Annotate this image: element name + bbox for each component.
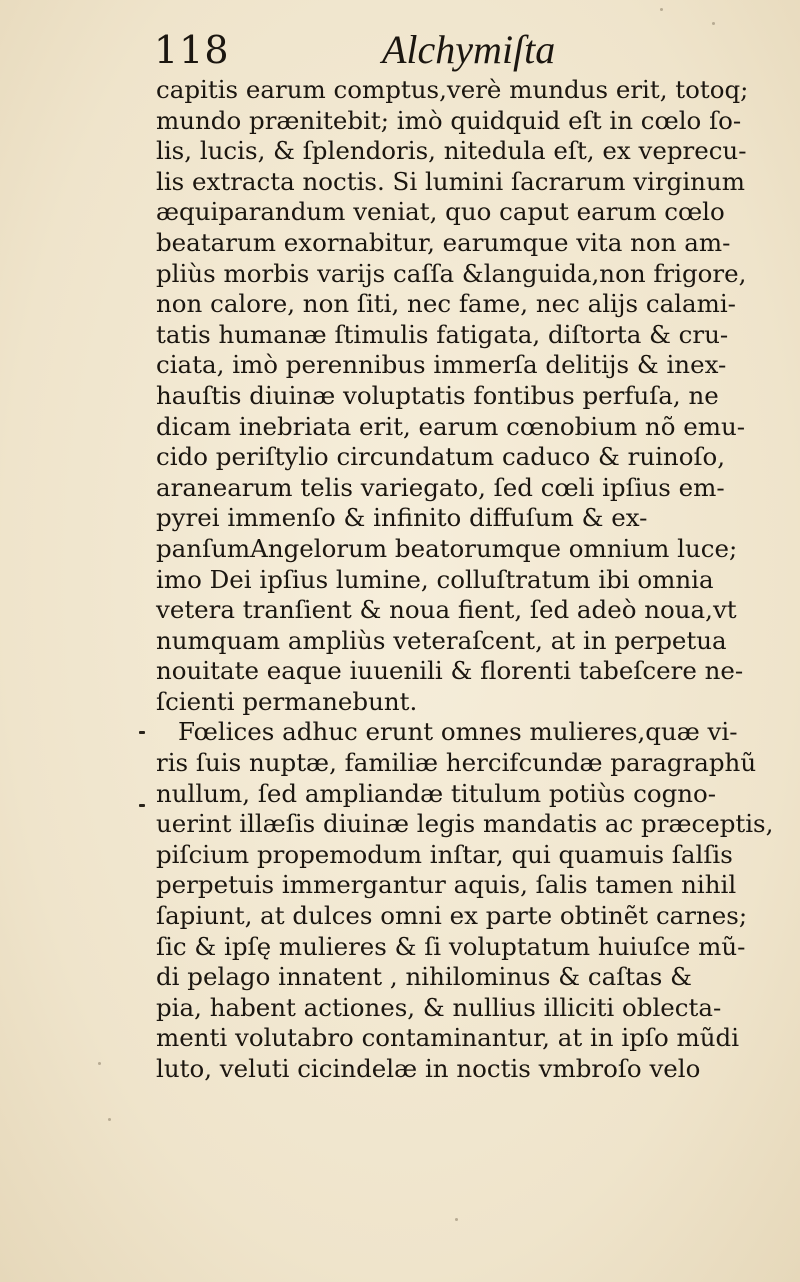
text-line: cido periſtylio circundatum caduco & ruinoſo, [156,442,726,472]
text-line: uerint illæſis diuinæ legis mandatis ac præceptis, [156,809,774,839]
body-text [156,75,792,1085]
text-line: nullum, ſed ampliandæ titulum potiùs cogno- [156,778,717,808]
page-header [154,22,674,78]
text-line: mundo prænitebit; imò quidquid eſt in cœlo ſo- [156,105,742,135]
text-line: ſcienti permanebunt. [156,686,418,716]
text-line: vetera tranſient & noua fient, ſed adeò noua,vt [156,595,737,625]
margin-mark [139,804,145,807]
text-line: luto, veluti cicindelæ in noctis vmbroſo velo [156,1054,701,1083]
text-line: di pelago innatent , nihilominus & caſtas & [156,962,692,992]
text-line: pia, habent actiones, & nullius illiciti oblecta- [156,992,722,1022]
running-head: Alchymiſta [382,27,556,72]
text-line: menti volutabro contaminantur, at in ipſo mũdi [156,1023,740,1053]
text-line: non calore, non ſiti, nec fame, nec alijs calami- [156,289,736,319]
paper-speck [98,1062,101,1065]
text-line: dicam inebriata erit, earum cœnobium nõ emu- [156,411,746,441]
text-line: perpetuis immergantur aquis, ſalis tamen nihil [156,870,737,900]
text-line: lis extracta noctis. Si lumini ſacrarum virginum [156,166,745,196]
text-line: imo Dei ipſius lumine, colluſtratum ibi omnia [156,564,714,594]
text-line: nouitate eaque iuuenili & florenti tabeſcere ne- [156,656,744,686]
paper-speck [660,8,663,11]
text-line: ſapiunt, at dulces omni ex parte obtinẽt carnes; [156,901,748,931]
paper-speck [455,1218,458,1221]
text-line: beatarum exornabitur, earumque vita non am- [156,227,731,257]
margin-mark [139,731,145,734]
text-line: capitis earum comptus,verè mundus erit, totoq; [156,75,749,104]
text-line: hauſtis diuinæ voluptatis fontibus perfuſa, ne [156,380,719,410]
text-line: ciata, imò perennibus immerſa delitijs & inex- [156,350,727,380]
text-line: æquiparandum veniat, quo caput earum cœlo [156,197,725,227]
paper-speck [712,22,715,25]
text-line: ris ſuis nuptæ, familiæ hercifcundæ paragraphũ [156,748,757,778]
paragraph-start-line: Fœlices adhuc erunt omnes mulieres,quæ vi- [178,717,738,747]
text-line: tatis humanæ ſtimulis fatigata, diſtorta & cru- [156,319,729,349]
text-line: lis, lucis, & ſplendoris, nitedula eſt, ex veprecu- [156,136,747,166]
text-line: piſcium propemodum inſtar, qui quamuis ſalſis [156,839,733,869]
page-number: 118 [154,28,230,72]
text-line: panſumAngelorum beatorumque omnium luce; [156,533,738,563]
text-line: pliùs morbis varijs caſſa &languida,non frigore, [156,258,747,288]
text-line: numquam ampliùs veteraſcent, at in perpetua [156,625,727,655]
paper-speck [108,1118,111,1121]
text-line: ſic & ipſę mulieres & ſi voluptatum huiuſce mũ- [156,931,746,961]
text-line: aranearum telis variegato, ſed cœli ipſius em- [156,472,725,502]
text-line: pyrei immenſo & infinito diffuſum & ex- [156,503,648,533]
